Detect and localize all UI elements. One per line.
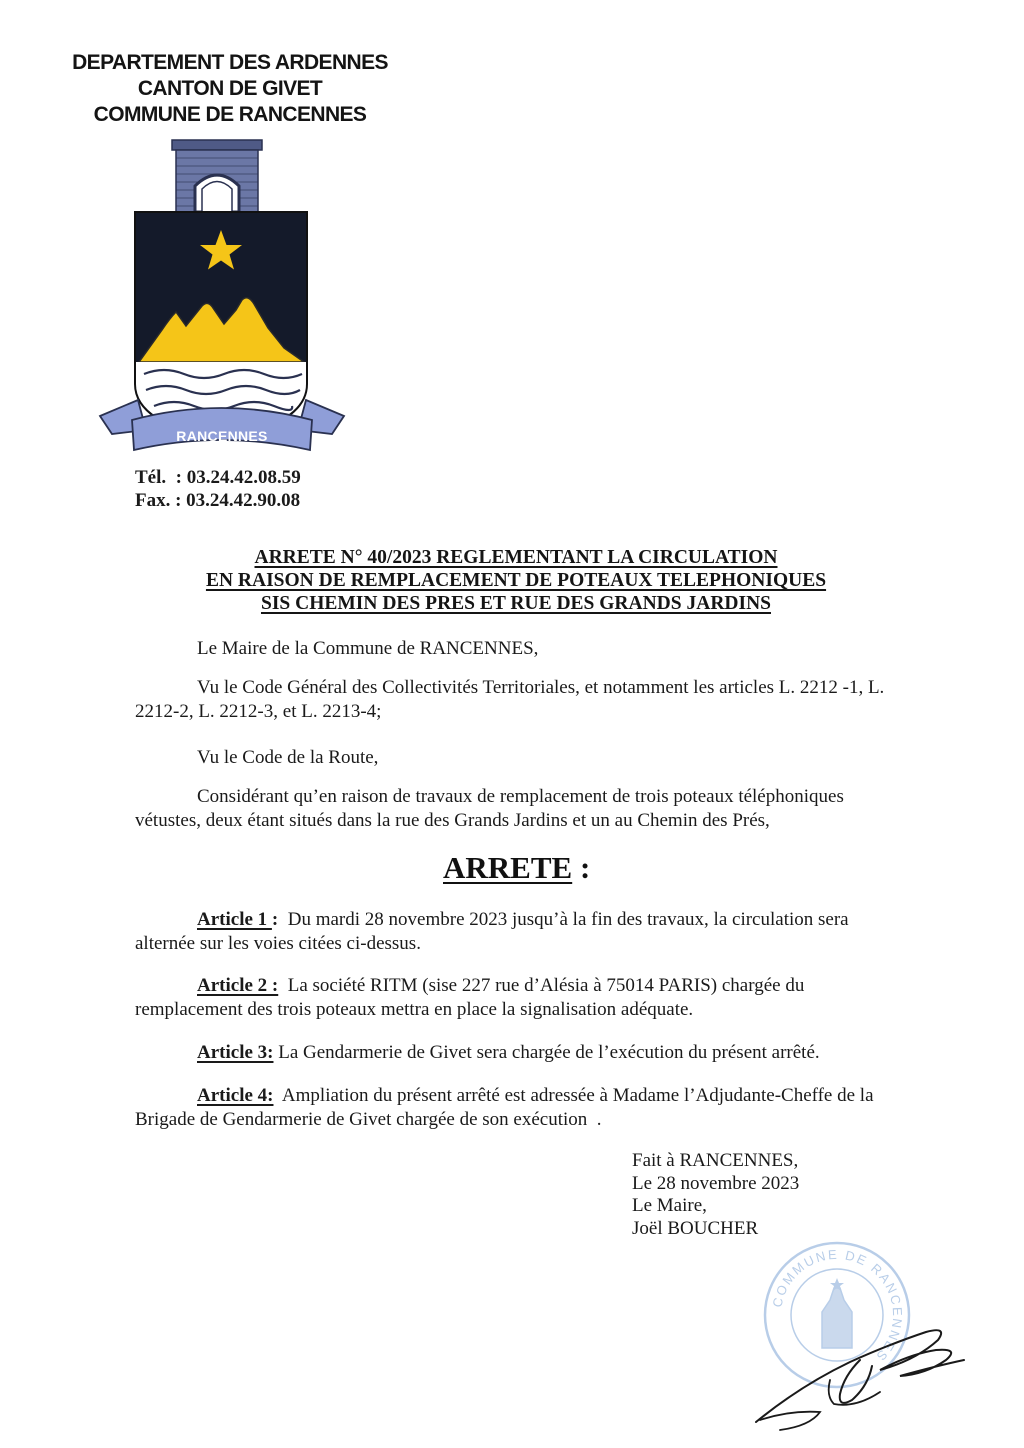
stamp-text: COMMUNE DE RANCENNES [769,1246,906,1366]
article-2 [135,974,905,1022]
arrete-word: ARRETE [443,850,573,885]
department-header [60,50,400,128]
decree-title-line-3: SIS CHEMIN DES PRES ET RUE DES GRANDS JARDINS [260,593,771,614]
tower-crown-icon [172,140,262,212]
signature-role: Le Maire, [632,1195,707,1216]
commune-coat-of-arms [92,134,352,460]
signature-block [632,1150,932,1240]
mayor-intro: Le Maire de la Commune de RANCENNES, [197,638,539,659]
article-1-text: Du mardi 28 novembre 2023 jusqu’à la fin des travaux, la circulation sera alternée sur les voies citées ci-dessus. [135,909,854,954]
article-1-label: Article 1 [197,909,272,930]
legal-basis-route: Vu le Code de la Route, [197,747,379,768]
signature-scribble [740,1300,980,1440]
phone-number: Tél. : 03.24.42.08.59 [135,467,301,488]
mayor-handwritten-signature [740,1300,980,1440]
signature-date: Le 28 novembre 2023 [632,1172,800,1194]
article-4-text: Ampliation du présent arrêté est adressée à Madame l’Adjudante-Cheffe de la Brigade de Gendarmerie de Givet chargée de son exécution . [135,1085,879,1130]
arrete-heading [443,850,643,886]
decree-title-line-2: EN RAISON DE REMPLACEMENT DE POTEAUX TELEPHONIQUES [205,570,827,591]
signature-name: Joël BOUCHER [632,1217,759,1239]
commune-name: COMMUNE DE RANCENNES [93,103,367,126]
decree-title-line-1: ARRETE N° 40/2023 REGLEMENTANT LA CIRCULATION [254,547,778,568]
legal-basis-cgct: Vu le Code Général des Collectivités Territoriales, et notamment les articles L. 2212 -1, L. 2212-2, L. 2212-3, et L. 2213-4; [135,677,885,722]
canton-name: CANTON DE GIVET [137,77,323,100]
article-4-label: Article 4: [197,1085,274,1106]
crest-ribbon-label: RANCENNES [176,428,268,444]
decree-title [120,546,912,615]
signature-place: Fait à RANCENNES, [632,1150,799,1171]
arrete-colon: : [572,850,591,885]
article-1 [135,908,905,956]
article-3-text: La Gendarmerie de Givet sera chargée de l’exécution du présent arrêté. [273,1042,820,1063]
fax-number: Fax. : 03.24.42.90.08 [135,490,301,511]
article-1-colon: : [271,909,279,930]
article-2-label: Article 2 : [197,975,279,996]
article-3 [135,1041,905,1065]
department-name: DEPARTEMENT DES ARDENNES [72,51,388,74]
contact-block [135,466,435,512]
article-2-text: La société RITM (sise 227 rue d’Alésia à 75014 PARIS) chargée du remplacement des trois poteaux mettra en place la signalisation adéquate. [135,975,810,1020]
article-3-label: Article 3: [197,1042,274,1063]
article-4 [135,1084,905,1132]
considerant-paragraph: Considérant qu’en raison de travaux de remplacement de trois poteaux téléphoniques vétustes, deux étant situés dans la rue des Grands Jardins et un au Chemin des Prés, [135,786,844,831]
crest-graphic [92,134,352,460]
